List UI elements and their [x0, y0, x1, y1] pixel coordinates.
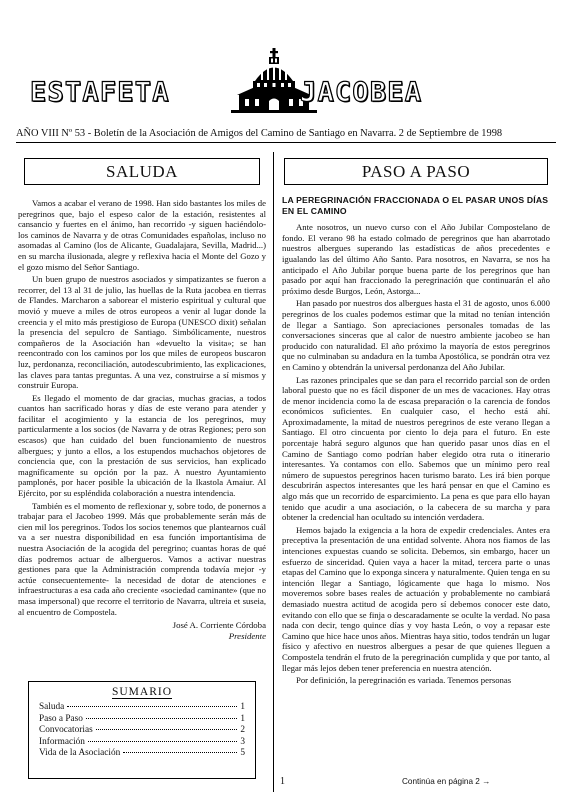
masthead — [30, 48, 542, 120]
paso-paragraph-1: Ante nosotros, un nuevo curso con el Año Jubilar Compostelano de fondo. El verano 98 ha estado colmado de peregrinos que han abarrotado nuestros albergues superando las estadísticas de años precedentes e igualando las del último Año Santo. Para nosotros, en Navarra, se nos ha anticipado el Año Jubilar porque buena parte de los peregrinos que han pasado por aquí han fraccionado la peregrinación que continuarán el año próximo desde Burgos, León, Astorga... — [282, 222, 550, 296]
toc-page: 1 — [240, 702, 245, 712]
continued-on-page-link[interactable]: Continúa en página 2 → — [402, 777, 491, 786]
article-title: LA PEREGRINACIÓN FRACCIONADA O EL PASAR UNOS DÍAS EN EL CAMINO — [282, 195, 549, 216]
paso-paragraph-3: Las razones principales que se dan para el recorrido parcial son de orden laboral puesto que no es fácil disponer de un mes de vacaciones. Hay otras de menor incidencia como la de escasa preparación o la carencia de fondos económicos suficientes. En cualquier caso, el hecho está ahí. Aproximadamente, la mitad de nuestros peregrinos de este verano llegan a Santiago. El otro cincuenta por ciento lo deja para el futuro. En este porcentaje habrá seguro algunos que han querido pasar unos días en el Camino de Santiago como podrían haber elegido otra ruta o itinerario interesantes. Ya contamos con ello. Sabemos que un mínimo pero real número de supuestos peregrinos hacen turismo barato. Les irá bien porque descubrirán aspectos interesantes que les hará pensar en que el Camino es algo más que un recorrido de esparcimiento. La pena es que para ello hayan tenido que acudir a una asociación, o la cabecera de su marcha y para obtener la credencial han ocultado su intención verdadera. — [282, 374, 550, 523]
toc-row[interactable] — [39, 737, 245, 749]
saluda-paragraph-1: Vamos a acabar el verano de 1998. Han sido bastantes los miles de peregrinos que, bajo el espeso calor de la estación, resistentes al cansancio y fuertes en el ánimo, han recorrido -y siguen haciéndolo- los caminos de Navarra y de otras Comunidades españolas, incluso no asomadas al Camino (los de Alicante, Guadalajara, Sevilla, Madrid...) en su marcha ilusionada, alegre y reflexiva hacia el Monte del Gozo y el gozo mismo del Señor Santiago. — [18, 198, 266, 272]
saluda-paragraph-2: Un buen grupo de nuestros asociados y simpatizantes se fueron a recorrer, del 13 al 31 de julio, las huellas de la Ruta jacobea en tierras de Flandes. Marcharon a saborear el misterio espiritual y cultural que movió y mueve a miles de otros europeos a venir al lugar donde la creencia y el mito más prestigioso de Europa (UNESCO dixit) señalan la presencia del sepulcro de Santiago. Simbólicamente, nuestros compañeros de la Asociación han «devuelto la visita»; se han reencontrado con los caminos por los que miles de europeos buscaron luz, perdonanza, reconciliación, autodescubrimiento, las explicaciones, las claves para tantas preguntas. A una vez, construirse a sí mismos y construir Europa. — [18, 274, 266, 391]
paso-paragraph-4: Hemos bajado la exigencia a la hora de expedir credenciales. Antes era preceptiva la presentación de una entidad solvente. Ahora nos fiamos de las intenciones expuestas cuando se solicita. Debemos, sin embargo, hacer un esfuerzo de sinceridad. Quien vaya a hacer la mitad, tercera parte o unas etapas del Camino que lo exponga sincera y naturalmente. Quien tenga en su intención llegar a Santiago, lógicamente que haga lo mismo. Nos moveremos sobre bases reales de actuación y probablemente no cambiará demasiado nuestra actitud de acogida pero sí debemos conocer este dato, evitando con ello que se finja o descaradamente se oculte la verdad. No pasa nada con decir, tengo quince días y voy hasta León, o voy a repasar este Camino que hice hace unos años. Mientras haya sitio, todos tendrán un lugar físico y afectivo en nuestros albergues a pesar de que quienes lleguen a Compostela tendrán el fruto de la peregrinación cumplida y que por tanto, al llegar más lejos deben tener preferencia en nuestra atención. — [282, 524, 550, 673]
toc-row[interactable] — [39, 714, 245, 726]
saluda-column — [18, 158, 266, 641]
header-rule — [16, 142, 556, 143]
toc-page: 3 — [240, 736, 245, 747]
column-divider — [273, 152, 274, 792]
toc-label: Convocatorias — [39, 725, 93, 736]
toc-leader — [88, 741, 237, 742]
toc-label: Paso a Paso — [39, 713, 83, 724]
toc-page: 2 — [240, 725, 245, 736]
toc-label: Información — [39, 736, 85, 747]
saluda-body — [18, 198, 266, 617]
toc-title: SUMARIO — [111, 686, 173, 698]
page-number: 1 — [280, 776, 285, 787]
toc-label: Vida de la Asociación — [39, 748, 121, 759]
paso-body — [282, 222, 550, 686]
issue-subtitle: AÑO VIII Nº 53 - Boletín de la Asociación de Amigos del Camino de Santiago en Navarra. 2 de Septiembre de 1998 — [16, 128, 503, 139]
paso-paragraph-5: Por definición, la peregrinación es variada. Tenemos personas — [296, 675, 512, 686]
toc-row[interactable] — [39, 702, 245, 714]
toc-leader — [123, 752, 237, 753]
toc-leader — [86, 718, 237, 719]
toc-page: 1 — [240, 713, 245, 724]
toc-leader — [96, 729, 238, 730]
paso-a-paso-column — [282, 158, 550, 686]
toc-label: Saluda — [39, 702, 65, 712]
saluda-paragraph-4: También es el momento de reflexionar y, sobre todo, de ponernos a trabajar para el Jacobeo 1999. Más que probablemente serán más de cien mil los peregrinos. Todos los socios tenemos que plantearnos cuál va a ser nuestra disponibilidad en esa función importantísima de nuestra Asociación de la acogida del peregrino; cuantas horas de qué días podremos actuar de albergueros. Vamos a activar nuestras gestiones para que la Administración comprenda todavía mejor -y actúe consecuentemente- la necesidad de dotar de atenciones e infraestructuras a esa cada año creciente «sociedad caminante» (que no masa impersonal) que recorre el territorio de Navarra, ultreia et suseia, al encuentro de Compostela. — [18, 500, 266, 617]
toc-page: 5 — [240, 748, 245, 759]
toc-leader — [67, 706, 237, 707]
table-of-contents — [28, 681, 256, 779]
toc-row[interactable] — [39, 725, 245, 737]
toc-row[interactable] — [39, 748, 245, 760]
paso-heading: PASO A PASO — [284, 158, 548, 185]
masthead-title-left: ESTAFETA — [30, 77, 170, 108]
saluda-heading: SALUDA — [24, 158, 260, 185]
signature-name: José A. Corriente Córdoba — [172, 620, 266, 631]
signature-role: Presidente — [228, 630, 266, 641]
saluda-paragraph-3: Es llegado el momento de dar gracias, muchas gracias, a todos cuantos han sacrificado horas y días de este verano para atender y facilitar el acogimiento y la estancia de los peregrinos, muy particularmente a los socios (de Navarra y de otras Regiones; pero son escasos) que han cuidado del buen funcionamiento de nuestros albergues; y junto a ellos, a los estupendos muchachos objetores de conciencia que, con la prestación de sus servicios, han explicado magníficamente su opción por la paz. A nuestro Ayuntamiento pamplonés, por hacer posible la ubicación de la Ikastola Amaiur. Al Ejército, por su espléndida colaboración a nuestra intendencia. — [18, 392, 266, 499]
paso-paragraph-2: Han pasado por nuestros dos albergues hasta el 31 de agosto, unos 6.000 peregrinos de los cuales podemos estimar que la mitad no tenían intención de llegar a Santiago. Son apreciaciones personales tomadas de las conversaciones sinceras que al calor de nuestro ambiente jacobeo se han producido con naturalidad. El año próximo la mayoría de estos peregrinos que no culminaban su andadura en la tumba Apostólica, se pondrán otra vez en Camino y obtendrán la universal perdonanza del Año Jubilar. — [282, 298, 550, 372]
masthead-title-right: JACOBEA — [300, 77, 423, 108]
signature — [18, 620, 266, 641]
